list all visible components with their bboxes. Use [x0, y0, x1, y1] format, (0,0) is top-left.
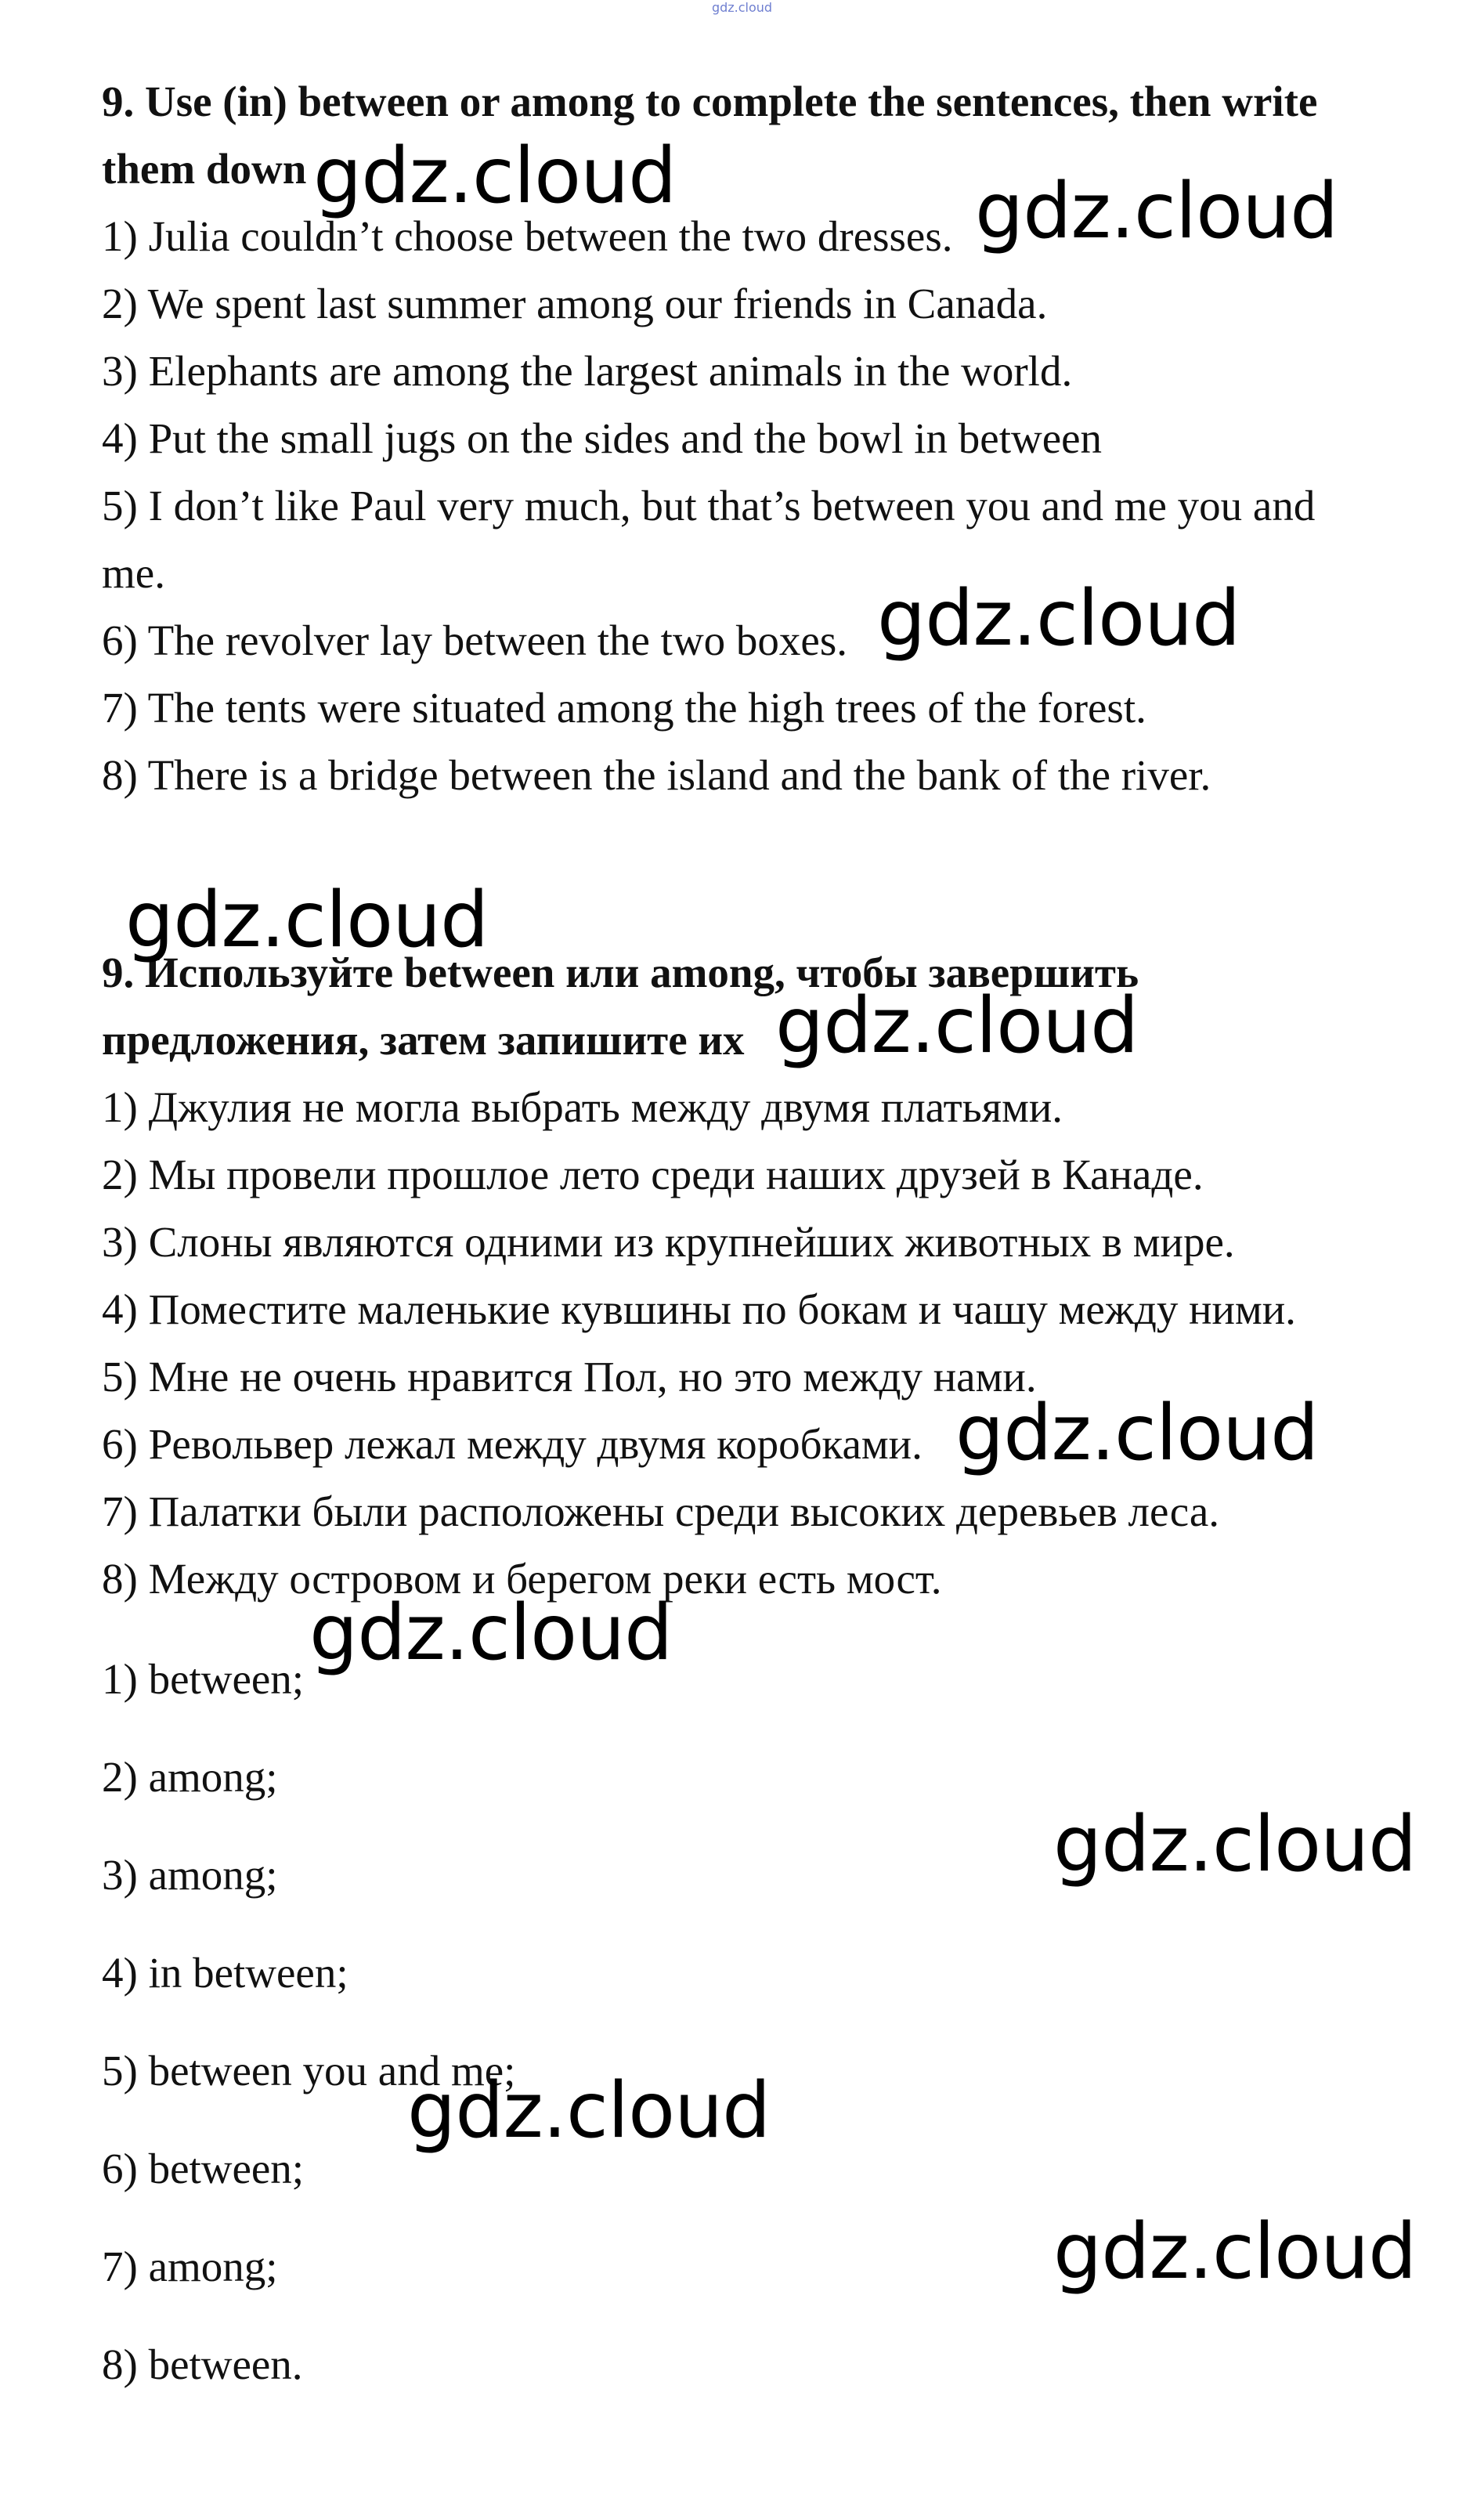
answer-1: 1) between;: [102, 1655, 305, 1703]
watermark: gdz.cloud: [407, 2066, 771, 2156]
sentence-ru-6: 6) Револьвер лежал между двумя коробками.: [102, 1420, 923, 1468]
exercise-title-en-line2: them down: [102, 145, 307, 193]
answer-4: 4) in between;: [102, 1949, 348, 1997]
exercise-title-en-line1: 9. Use (in) between or among to complete the sentences, then write: [102, 78, 1318, 125]
sentence-en-8: 8) There is a bridge between the island and the bank of the river.: [102, 751, 1211, 799]
sentence-ru-2: 2) Мы провели прошлое лето среди наших друзей в Канаде.: [102, 1151, 1204, 1198]
sentence-ru-4: 4) Поместите маленькие кувшины по бокам и чашу между ними.: [102, 1285, 1296, 1333]
sentence-en-3: 3) Elephants are among the largest animals in the world.: [102, 347, 1073, 395]
sentence-ru-7: 7) Палатки были расположены среди высоких деревьев леса.: [102, 1487, 1220, 1535]
sentence-en-5-cont: me.: [102, 549, 165, 597]
answer-8: 8) between.: [102, 2340, 303, 2388]
sentence-en-2: 2) We spent last summer among our friends in Canada.: [102, 280, 1048, 327]
watermark: gdz.cloud: [975, 167, 1338, 256]
sentence-ru-8: 8) Между островом и берегом реки есть мост.: [102, 1555, 942, 1603]
sentence-en-7: 7) The tents were situated among the high trees of the forest.: [102, 684, 1146, 732]
answer-3: 3) among;: [102, 1851, 278, 1899]
sentence-en-4: 4) Put the small jugs on the sides and the bowl in between: [102, 414, 1103, 462]
exercise-title-ru-line2: предложения, затем запишите их: [102, 1016, 745, 1064]
watermark: gdz.cloud: [1053, 2207, 1417, 2297]
sentence-ru-3: 3) Слоны являются одними из крупнейших животных в мире.: [102, 1218, 1235, 1266]
answer-6: 6) between;: [102, 2145, 305, 2192]
sentence-ru-5: 5) Мне не очень нравится Пол, но это между нами.: [102, 1353, 1037, 1401]
answer-5: 5) between you and me;: [102, 2047, 516, 2095]
sentence-en-5: 5) I don’t like Paul very much, but that’s between you and me you and: [102, 482, 1316, 530]
watermark: gdz.cloud: [877, 574, 1240, 663]
answer-7: 7) among;: [102, 2243, 278, 2290]
watermark: gdz.cloud: [125, 876, 489, 965]
site-mark: gdz.cloud: [711, 0, 773, 15]
answer-2: 2) among;: [102, 1753, 278, 1801]
watermark: gdz.cloud: [775, 981, 1139, 1071]
sentence-en-1: 1) Julia couldn’t choose between the two dresses.: [102, 212, 953, 260]
sentence-ru-1: 1) Джулия не могла выбрать между двумя платьями.: [102, 1083, 1063, 1131]
watermark: gdz.cloud: [309, 1589, 673, 1678]
watermark: gdz.cloud: [1053, 1800, 1417, 1889]
sentence-en-6: 6) The revolver lay between the two boxes.: [102, 616, 847, 664]
watermark: gdz.cloud: [313, 132, 677, 221]
watermark: gdz.cloud: [955, 1389, 1319, 1478]
exercise-title-ru-line1: 9. Используйте between или among, чтобы завершить: [102, 949, 1139, 996]
